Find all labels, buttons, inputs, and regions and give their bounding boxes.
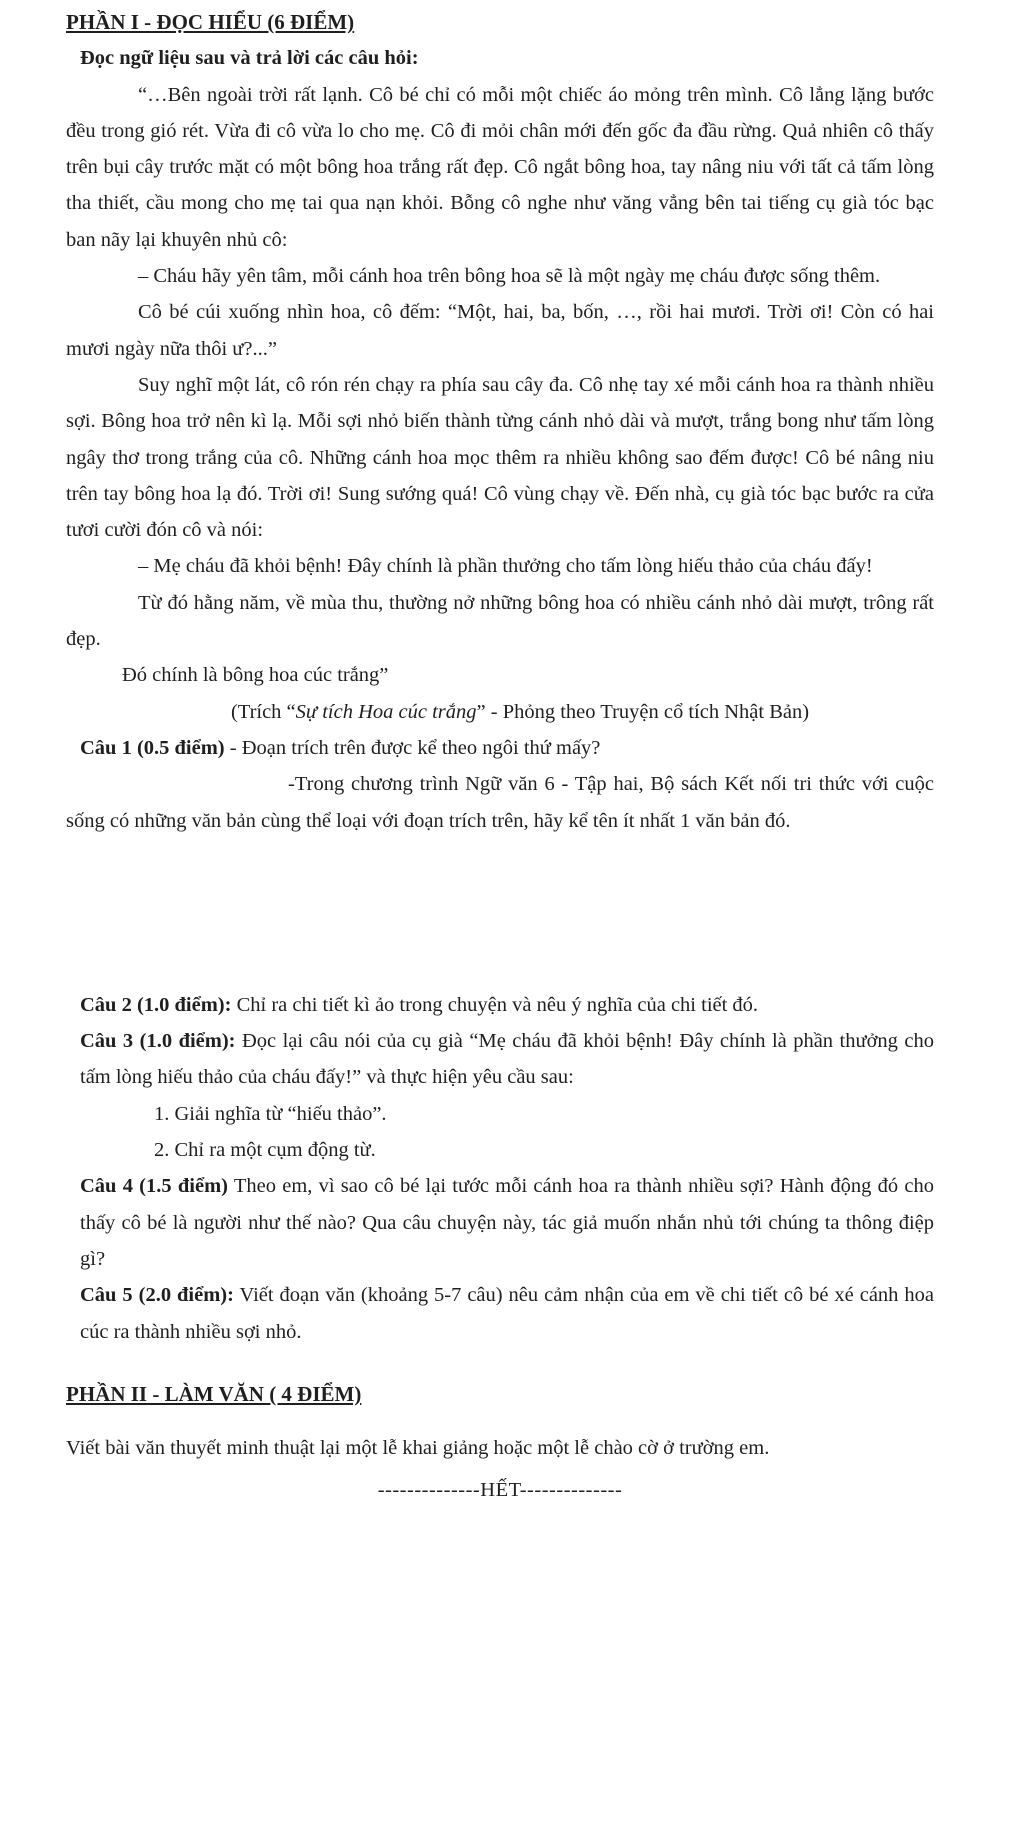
section-gap [66, 1350, 934, 1376]
source-title: Sự tích Hoa cúc trắng [295, 700, 477, 723]
part1-instruction: Đọc ngữ liệu sau và trả lời các câu hỏi: [80, 47, 419, 70]
part1-heading: PHẦN I - ĐỌC HIỂU (6 ĐIỂM) [66, 10, 355, 34]
section-gap [66, 1412, 934, 1430]
question-2-label: Câu 2 (1.0 điểm): [80, 993, 232, 1016]
question-4: Câu 4 (1.5 điểm) Theo em, vì sao cô bé lại tước mỗi cánh hoa ra thành nhiều sợi? Hành động đó cho thấy cô bé là người như thế nào? Qua câu chuyện này, tác giả muốn nhắn nhủ tới chúng ta thông điệp gì? [80, 1175, 934, 1270]
passage-paragraph: – Mẹ cháu đã khỏi bệnh! Đây chính là phần thưởng cho tấm lòng hiếu thảo của cháu đấy! [138, 555, 873, 578]
passage-paragraph: Từ đó hằng năm, về mùa thu, thường nở những bông hoa có nhiều cánh nhỏ dài mượt, trông rất đẹp. [66, 591, 934, 651]
end-marker: --------------HẾT-------------- [377, 1479, 623, 1502]
question-3-label: Câu 3 (1.0 điểm): [80, 1030, 236, 1053]
answer-space [66, 839, 934, 987]
passage-paragraph: “…Bên ngoài trời rất lạnh. Cô bé chỉ có mỗi một chiếc áo mỏng trên mình. Cô lẳng lặng bước đều trong gió rét. Vừa đi cô vừa lo cho mẹ. Cô đi mỏi chân mới đến gốc đa đầu rừng. Quả nhiên cô thấy trên bụi cây trước mặt có một bông hoa trắng rất đẹp. Cô ngắt bông hoa, tay nâng niu với tất cả tấm lòng tha thiết, cầu mong cho mẹ tai qua nạn khỏi. Bỗng cô nghe như văng vẳng bên tai tiếng cụ già tóc bạc ban nãy lại khuyên nhủ cô: [66, 83, 934, 251]
question-3-item: 1. Giải nghĩa từ “hiếu thảo”. [154, 1102, 387, 1125]
question-5-label: Câu 5 (2.0 điểm): [80, 1284, 234, 1307]
passage-source: (Trích “Sự tích Hoa cúc trắng” - Phỏng theo Truyện cổ tích Nhật Bản) [230, 700, 810, 723]
passage-paragraph: Suy nghĩ một lát, cô rón rén chạy ra phía sau cây đa. Cô nhẹ tay xé mỗi cánh hoa ra thành nhiều sợi. Bông hoa trở nên kì lạ. Mỗi sợi nhỏ biến thành từng cánh nhỏ dài và mượt, trắng bong như tấm lòng ngây thơ trong trắng của cô. Những cánh hoa mọc thêm ra nhiều không sao đếm được! Cô bé nâng niu trên tay bông hoa lạ đó. Trời ơi! Sung sướng quá! Cô vùng chạy về. Đến nhà, cụ già tóc bạc bước ra cửa tươi cười đón cô và nói: [66, 373, 934, 542]
question-3: Câu 3 (1.0 điểm): Đọc lại câu nói của cụ già “Mẹ cháu đã khỏi bệnh! Đây chính là phần thưởng cho tấm lòng hiếu thảo của cháu đấy!” và thực hiện yêu cầu sau: [80, 1030, 934, 1089]
passage-paragraph: – Cháu hãy yên tâm, mỗi cánh hoa trên bông hoa sẽ là một ngày mẹ cháu được sống thêm. [138, 265, 881, 288]
reading-passage [66, 77, 934, 694]
passage-paragraph: Cô bé cúi xuống nhìn hoa, cô đếm: “Một, hai, ba, bốn, …, rồi hai mươi. Trời ơi! Còn có hai mươi ngày nữa thôi ư?...” [66, 301, 934, 360]
part2-heading: PHẦN II - LÀM VĂN ( 4 ĐIỂM) [66, 1381, 362, 1406]
part2-prompt: Viết bài văn thuyết minh thuật lại một lễ khai giảng hoặc một lễ chào cờ ở trường em. [66, 1437, 770, 1460]
question-4-label: Câu 4 (1.5 điểm) [80, 1175, 228, 1198]
question-2: Câu 2 (1.0 điểm): Chỉ ra chi tiết kì ảo trong chuyện và nêu ý nghĩa của chi tiết đó. [80, 993, 759, 1016]
question-5: Câu 5 (2.0 điểm): Viết đoạn văn (khoảng 5-7 câu) nêu cảm nhận của em về chi tiết cô bé xé cánh hoa cúc ra thành nhiều sợi nhỏ. [80, 1284, 934, 1343]
passage-paragraph: Đó chính là bông hoa cúc trắng” [122, 664, 389, 687]
question-1-part-2: -Trong chương trình Ngữ văn 6 - Tập hai, Bộ sách Kết nối tri thức với cuộc sống có những văn bản cùng thể loại với đoạn trích trên, hãy kể tên ít nhất 1 văn bản đó. [66, 773, 934, 832]
question-3-item: 2. Chỉ ra một cụm động từ. [154, 1139, 376, 1162]
question-3-items [66, 1096, 934, 1169]
question-1: Câu 1 (0.5 điểm) - Đoạn trích trên được kể theo ngôi thứ mấy? [80, 736, 601, 759]
question-1-label: Câu 1 (0.5 điểm) [80, 736, 225, 759]
